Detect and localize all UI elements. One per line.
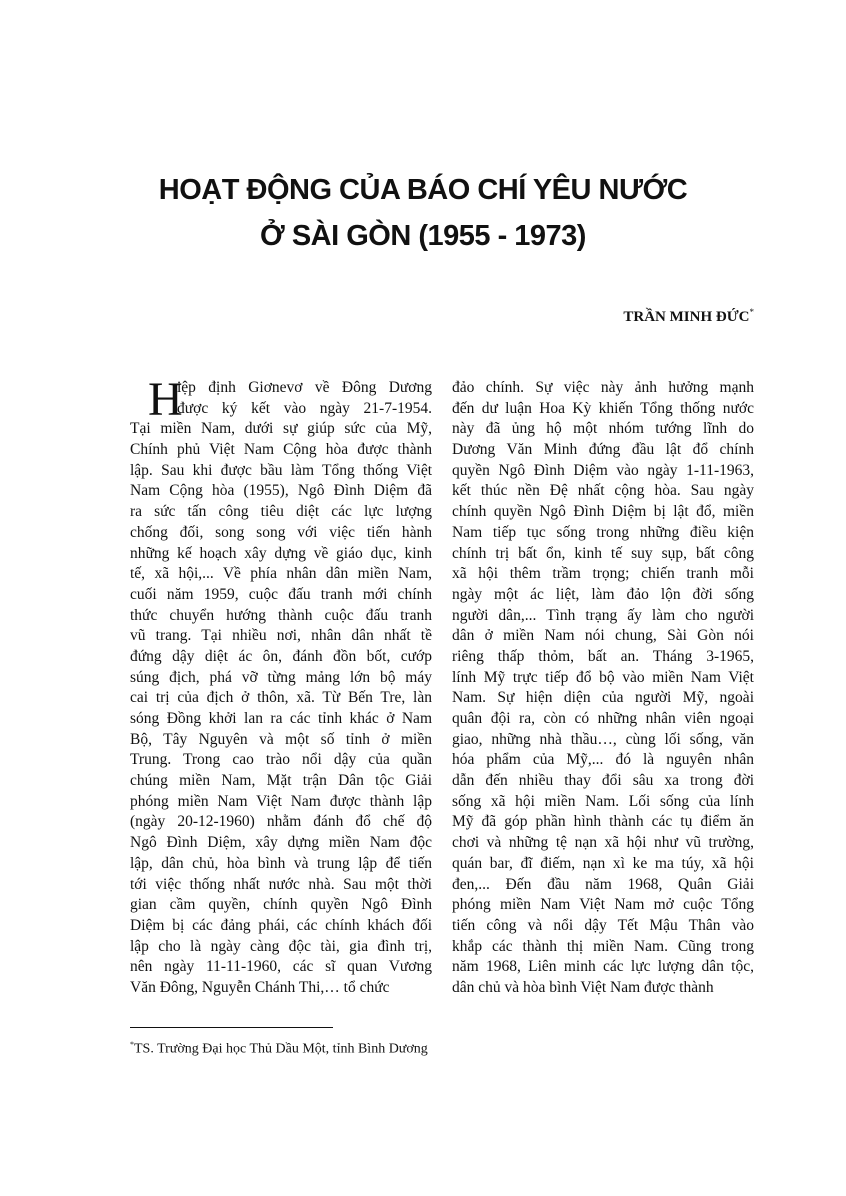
text-line: Trung. Trong cao trào nổi dậy của quần (130, 751, 432, 769)
text-line: lập, dân chủ, hòa bình và trung lập để tiến (130, 854, 432, 872)
text-line: hóa phẩm của Mỹ,... đó là nguyên nhân (452, 751, 754, 769)
text-line: những kế hoạch xây dựng về giáo dục, kinh (130, 544, 432, 562)
text-line: dẫn đến nhiều thay đổi sâu xa trong đời (452, 772, 754, 790)
text-line: (ngày 20-12-1960) nhằm đánh đổ chế độ (130, 813, 432, 831)
text-line: súng địch, phá vỡ từng mảng lớn bộ máy (130, 668, 432, 686)
article-title-line-2: Ở SÀI GÒN (1955 - 1973) (260, 220, 586, 252)
text-line: chống đối, song song với việc tiến hành (130, 523, 432, 541)
text-line: Diệm bị các đảng phái, các chính khách đối (130, 916, 432, 934)
text-line: kết thúc nền Đệ nhất cộng hòa. Sau ngày (452, 482, 754, 500)
text-line: dân chủ và hòa bình Việt Nam được thành (452, 978, 714, 996)
text-line: nên ngày 11-11-1960, các sĩ quan Vương (130, 958, 432, 976)
text-line: năm 1968, Liên minh các lực lượng dân tộc, (452, 958, 754, 976)
text-line: khắp các thành thị miền Nam. Cũng trong (452, 937, 754, 955)
text-line: chúng miền Nam, Mặt trận Dân tộc Giải (130, 772, 432, 790)
text-line: iệp định Giơnevơ về Đông Dương (177, 379, 432, 396)
text-line: sóng Đồng khởi lan ra các tỉnh khác ở Nam (130, 710, 432, 727)
text-line: chính trị bất ổn, kinh tế suy sụp, bất công (452, 544, 754, 562)
text-line: chính quyền Ngô Đình Diệm bị lật đổ, miền (452, 503, 754, 521)
text-line: phóng miền Nam Việt Nam mở cuộc Tổng (452, 896, 754, 914)
text-line: tới việc thống nhất nước nhà. Sau một thời (130, 875, 432, 893)
footnote-rule (130, 1027, 333, 1028)
text-line: giao, những nhà thầu…, cùng lối sống, văn (452, 730, 754, 748)
text-line: Bộ, Tây Nguyên và một số tỉnh ở miền (130, 730, 432, 748)
author-footnote-mark: * (749, 307, 754, 317)
left-text-column (130, 373, 432, 999)
text-line: quân đội ra, còn có những nhân viên ngoại (452, 710, 754, 727)
author-name-text: TRẦN MINH ĐỨC (623, 309, 750, 325)
text-line: được ký kết vào ngày 21-7-1954. (177, 399, 432, 417)
author-name (623, 307, 754, 326)
text-line: chơi và những tệ nạn xã hội như vũ trường, (452, 834, 754, 852)
text-line: quyền Ngô Đình Diệm vào ngày 1-11-1963, (452, 461, 754, 479)
drop-cap: H (148, 373, 183, 426)
text-line: lập cho là ngày càng độc tài, gia đình trị, (130, 937, 432, 955)
footnote (130, 1040, 428, 1058)
text-line: đến dư luận Hoa Kỳ khiến Tổng thống nước (452, 399, 754, 417)
text-line: tiến công và nổi dậy Tết Mậu Thân vào (452, 916, 754, 934)
text-line: cai trị của địch ở thôn, xã. Từ Bến Tre, làn (130, 689, 432, 707)
text-line: sống xã hội miền Nam. Lối sống của lính (452, 792, 754, 810)
footnote-text: TS. Trường Đại học Thủ Dầu Một, tỉnh Bình Dương (134, 1041, 428, 1057)
text-line: người dân,... Tình trạng ấy làm cho người (452, 606, 754, 624)
text-line: Nam tiếp tục sống trong những điều kiện (452, 523, 754, 541)
text-line: này đã ủng hộ một nhóm tướng lĩnh do (452, 420, 754, 438)
text-line: Mỹ đã góp phần hình thành các tụ điểm ăn (452, 813, 754, 831)
text-line: dân ở miền Nam nói chung, Sài Gòn nói (452, 627, 754, 645)
text-line: Dương Văn Minh đứng đầu lật đổ chính (452, 441, 754, 459)
text-line: vũ trang. Tại nhiều nơi, nhân dân nhất tề (130, 627, 432, 645)
text-line: ra sức tấn công tiêu diệt các lực lượng (130, 503, 432, 521)
footnote-mark: * (130, 1040, 134, 1049)
text-line: cuối năm 1959, cuộc đấu tranh mới chính (130, 585, 432, 603)
text-line: Ngô Đình Diệm, xây dựng miền Nam độc (130, 834, 432, 852)
text-line: quán bar, đĩ điếm, nạn xì ke ma túy, xã hội (452, 854, 754, 872)
text-line: Nam. Sự hiện diện của người Mỹ, ngoài (452, 689, 754, 707)
text-line: riêng thấp thỏm, bất an. Tháng 3-1965, (452, 647, 754, 665)
text-line: thức chuyển hướng thành cuộc đấu tranh (130, 606, 432, 624)
text-line: lập. Sau khi được bầu làm Tổng thống Việt (130, 461, 432, 479)
text-line: ngày một ác liệt, làm đảo lộn đời sống (452, 585, 754, 603)
text-line: Chính phủ Việt Nam Cộng hòa được thành (130, 441, 432, 459)
text-line: đen,... Đến đầu năm 1968, Quân Giải (452, 875, 754, 893)
article-title-line-1: HOẠT ĐỘNG CỦA BÁO CHÍ YÊU NƯỚC (158, 174, 688, 206)
right-text-column (452, 378, 754, 999)
text-line: Tại miền Nam, dưới sự giúp sức của Mỹ, (130, 420, 432, 438)
text-line: tế, xã hội,... Về phía nhân dân miền Nam, (130, 565, 432, 583)
text-line: gian cầm quyền, chính quyền Ngô Đình (130, 896, 432, 914)
text-line: Văn Đông, Nguyễn Chánh Thi,… tổ chức (130, 978, 390, 996)
text-line: đứng dậy diệt ác ôn, đánh đồn bốt, cướp (130, 647, 432, 665)
text-line: xã hội thêm trầm trọng; chiến tranh mỗi (452, 565, 754, 583)
text-line: lính Mỹ trực tiếp đổ bộ vào miền Nam Việt (452, 668, 754, 686)
text-line: đảo chính. Sự việc này ảnh hưởng mạnh (452, 379, 754, 396)
text-line: phóng miền Nam Việt Nam được thành lập (130, 792, 432, 810)
text-line: Nam Cộng hòa (1955), Ngô Đình Diệm đã (130, 482, 432, 500)
